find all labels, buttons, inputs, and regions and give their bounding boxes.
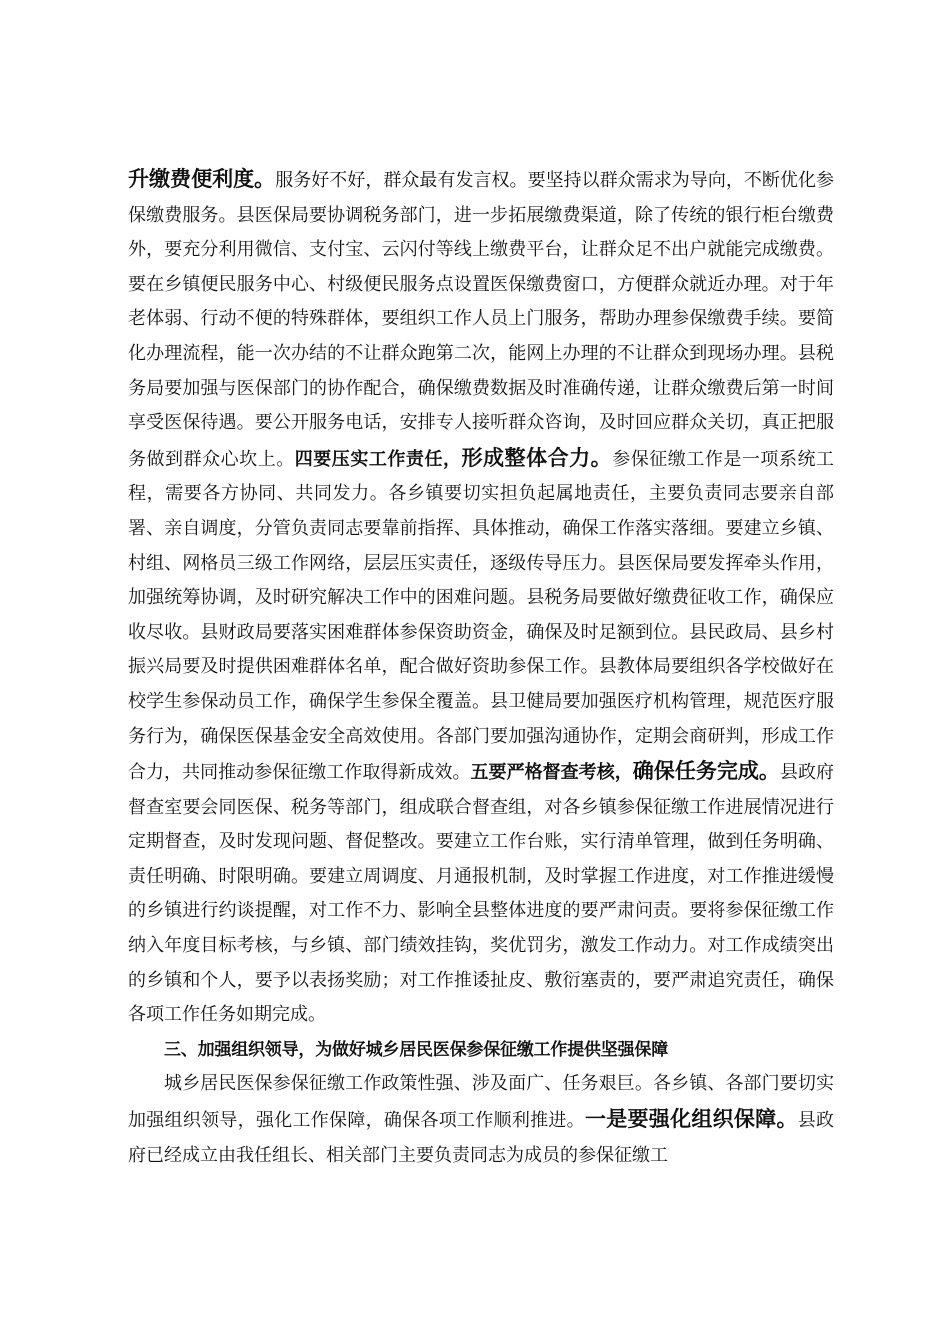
item-five-label: 五要严格督查考核， bbox=[470, 762, 633, 784]
paragraph-text: 城乡居民医保参保征缴工作政策性强、涉及面广、任务艰巨。各乡镇、各部门要切实加强组织领导，强化工作保障，确保各项工作顺利推进。 bbox=[128, 1073, 834, 1132]
section-heading: 三、加强组织领导，为做好城乡居民医保参保征缴工作提供坚强保障 bbox=[164, 1039, 668, 1060]
bold-lead-phrase: 升缴费便利度。 bbox=[128, 167, 276, 191]
item-one-title: 一是要强化组织保障。 bbox=[584, 1107, 798, 1132]
paragraph-text: 县政府督查室要会同医保、税务等部门，组成联合督查组，对各乡镇参保征缴工作进展情况进行定期督查，及时发现问题、督促整改。要建立工作台账，实行清单管理，做到任务明确、责任明确、时限明确。要建立周调度、月通报机制，及时掌握工作进度，对工作推进缓慢的乡镇进行约谈提醒，对工作不力、影响全县整体进度的要严肃问责。要将参保征缴工作纳入年度目标考核，与乡镇、部门绩效挂钩，奖优罚劣，激发工作动力。对工作成绩突出的乡镇和个人，要予以表扬奖励；对工作推诿扯皮、敷衍塞责的，要严肃追究责任，确保各项工作任务如期完成。 bbox=[128, 762, 835, 1026]
paragraph-text: 服务好不好，群众最有发言权。要坚持以群众需求为导向，不断优化参保缴费服务。县医保局要协调税务部门，进一步拓展缴费渠道，除了传统的银行柜台缴费外，要充分利用微信、支付宝、云闪付等线上缴费平台，让群众足不出户就能完成缴费。要在乡镇便民服务中心、村级便民服务点设置医保缴费窗口，方便群众就近办理。对于年老体弱、行动不便的特殊群体，要组织工作人员上门服务，帮助办理参保缴费手续。要简化办理流程，能一次办结的不让群众跑第二次，能网上办理的不让群众到现场办理。县税务局要加强与医保部门的协作配合，确保缴费数据及时准确传递，让群众缴费后第一时间享受医保待遇。要公开服务电话，安排专人接听群众咨询，及时回应群众关切，真正把服务做到群众心坎上。 bbox=[128, 170, 835, 470]
body-paragraph bbox=[128, 162, 834, 1033]
item-four-title: 形成整体合力。 bbox=[461, 445, 613, 470]
item-five-title: 确保任务完成。 bbox=[632, 759, 780, 784]
body-paragraph bbox=[128, 1067, 834, 1173]
document-body bbox=[128, 162, 834, 1173]
item-four-label: 四要压实工作责任， bbox=[294, 448, 462, 470]
paragraph-text: 县政府已经成立由我任组长、相关部门主要负责同志为成员的参保征缴工 bbox=[128, 1110, 835, 1166]
paragraph-text: 参保征缴工作是一项系统工程，需要各方协同、共同发力。各乡镇要切实担负起属地责任，主要负责同志要亲自部署、亲自调度，分管负责同志要靠前指挥、具体推动，确保工作落实落细。要建立乡镇、村组、网格员三级工作网络，层层压实责任，逐级传导压力。县医保局要发挥牵头作用，加强统筹协调，及时研究解决工作中的困难问题。县税务局要做好缴费征收工作，确保应收尽收。县财政局要落实困难群体参保资助资金，确保及时足额到位。县民政局、县乡村振兴局要及时提供困难群体名单，配合做好资助参保工作。县教体局要组织各学校做好在校学生参保动员工作，确保学生参保全覆盖。县卫健局要加强医疗机构管理，规范医疗服务行为，确保医保基金安全高效使用。各部门要加强沟通协作，定期会商研判，形成工作合力，共同推动参保征缴工作取得新成效。 bbox=[128, 448, 835, 784]
